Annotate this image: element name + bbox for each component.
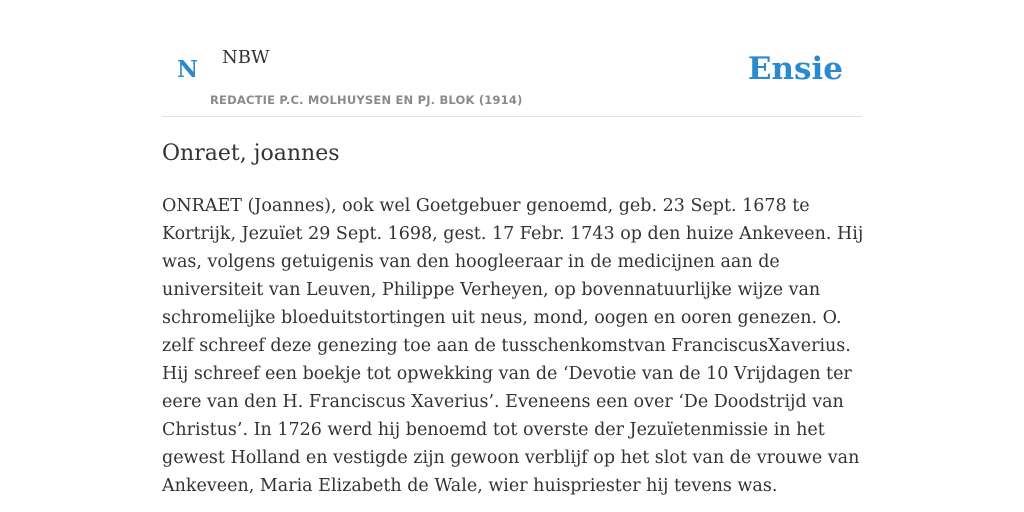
source-editors: REDACTIE P.C. MOLHUYSEN EN PJ. BLOK (1914) [210, 93, 523, 107]
source-header [162, 0, 862, 117]
source-logo[interactable]: N [177, 56, 199, 83]
article-body: ONRAET (Joannes), ook wel Goetgebuer genoemd, geb. 23 Sept. 1678 te Kortrijk, Jezuïet 29 Sept. 1698, gest. 17 Febr. 1743 op den huize Ankeveen. Hij was, volgens getuigenis van den hoogleeraar in de medicijnen aan de universiteit van Leuven, Philippe Verheyen, op bovennatuurlijke wijze van schromelijke bloeduitstortingen uit neus, mond, oogen en ooren genezen. O. zelf schreef deze genezing toe aan de tusschenkomstvan FranciscusXaverius. Hij schreef een boekje tot opwekking van de ‘Devotie van de 10 Vrijdagen ter eere van den H. Franciscus Xaverius’. Eveneens een over ‘De Doodstrijd van Christus’. In 1726 werd hij benoemd tot overste der Jezuïetenmissie in het gewest Holland en vestigde zijn gewoon verblijf op het slot van de vrouwe van Ankeveen, Maria Elizabeth de Wale, wier huispriester hij tevens was. [162, 196, 864, 496]
article-title: Onraet, joannes [162, 141, 340, 166]
ensie-logo[interactable]: Ensie [747, 51, 843, 87]
source-title[interactable]: NBW [222, 47, 270, 68]
